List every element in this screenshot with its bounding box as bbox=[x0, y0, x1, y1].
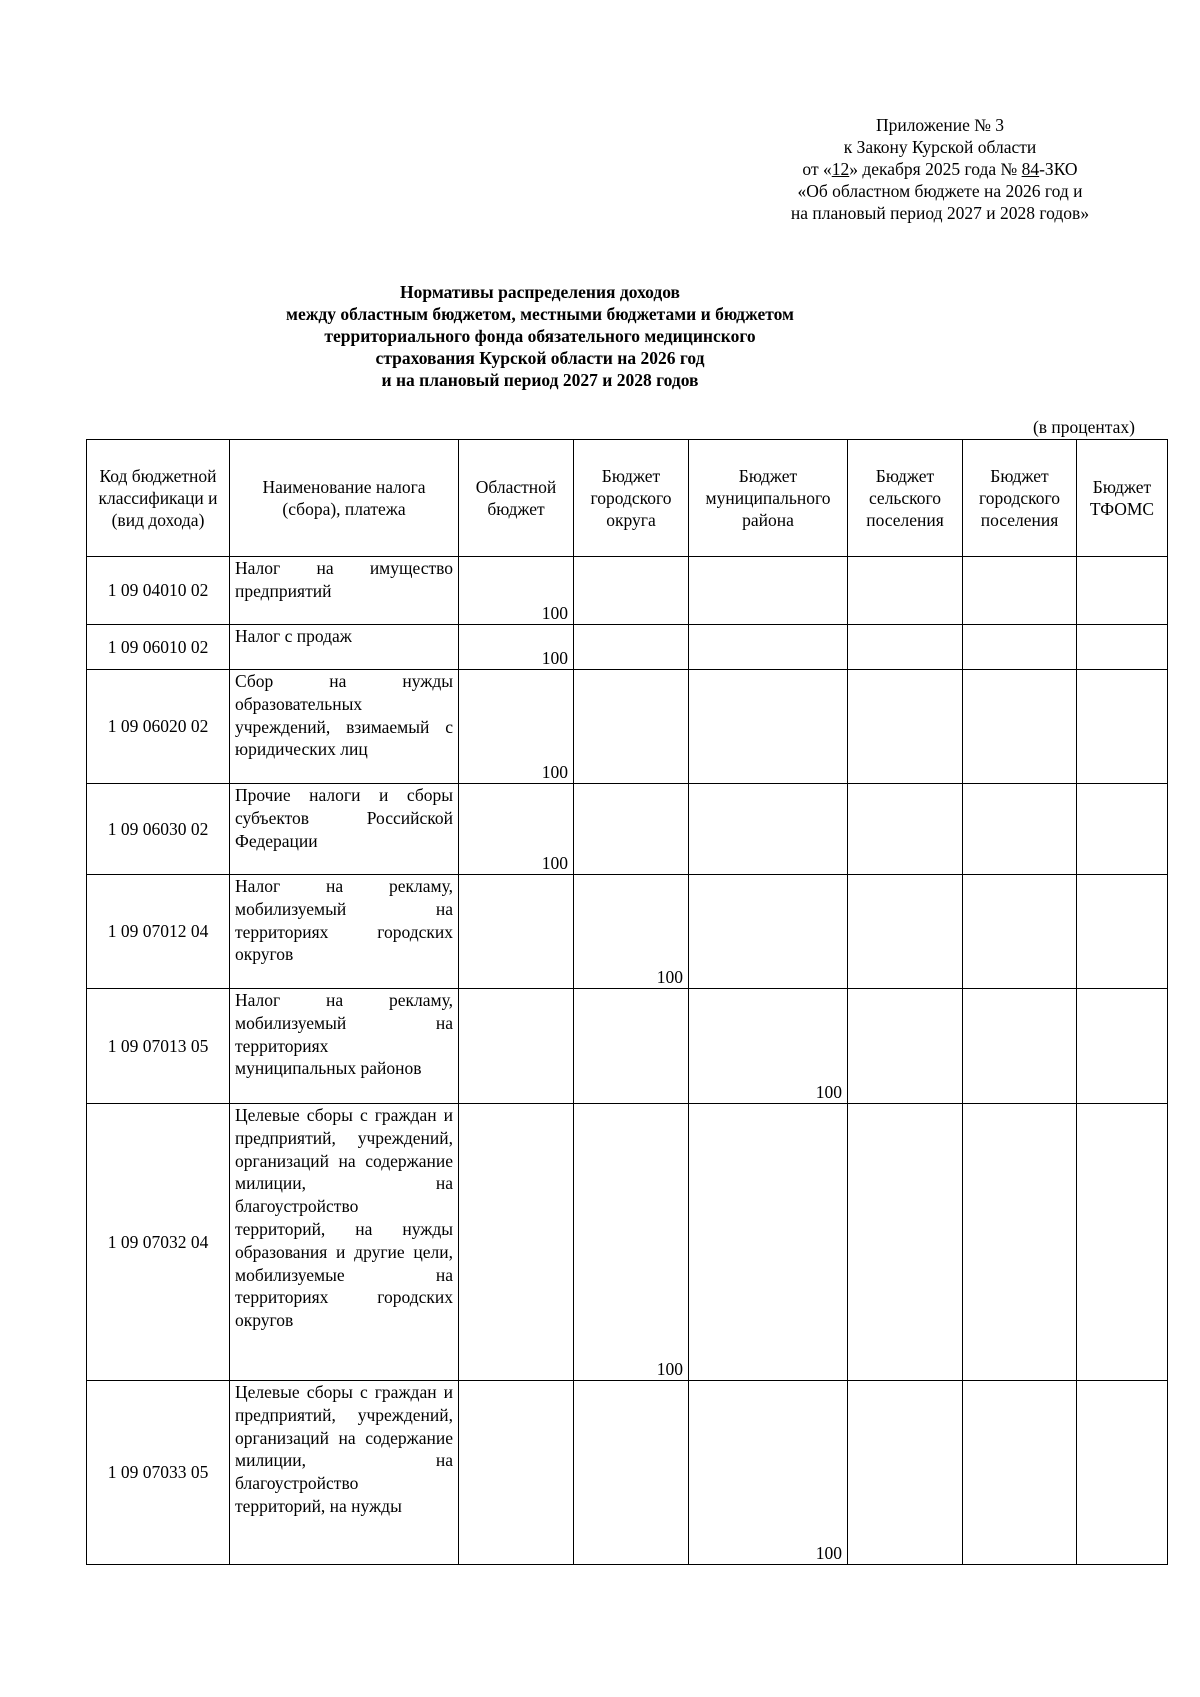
law-title-line-2: на плановый период 2027 и 2028 годов» bbox=[790, 203, 1090, 223]
title-line-2: между областным бюджетом, местными бюджетами и бюджетом bbox=[286, 304, 794, 324]
cell-municipal-district bbox=[689, 784, 848, 875]
cell-code: 1 09 06030 02 bbox=[87, 784, 230, 875]
law-title-line-1: «Об областном бюджете на 2026 год и bbox=[797, 181, 1083, 201]
appendix-header bbox=[740, 114, 1140, 224]
table-row bbox=[87, 670, 1168, 784]
cell-city-district bbox=[574, 557, 689, 625]
cell-code: 1 09 07032 04 bbox=[87, 1104, 230, 1381]
cell-city-district bbox=[574, 989, 689, 1104]
cell-tfoms bbox=[1077, 557, 1168, 625]
table-row bbox=[87, 784, 1168, 875]
cell-urban-settlement bbox=[963, 670, 1077, 784]
cell-name: Налог на имущество предприятий bbox=[230, 557, 459, 625]
law-number: 84 bbox=[1021, 159, 1040, 179]
cell-city-district: 100 bbox=[574, 875, 689, 989]
cell-regional bbox=[459, 875, 574, 989]
col-header-municipal-district: Бюджет муниципального района bbox=[689, 440, 848, 557]
cell-city-district bbox=[574, 1381, 689, 1565]
cell-municipal-district: 100 bbox=[689, 1381, 848, 1565]
cell-tfoms bbox=[1077, 1381, 1168, 1565]
cell-urban-settlement bbox=[963, 1104, 1077, 1381]
cell-regional: 100 bbox=[459, 670, 574, 784]
cell-code: 1 09 06010 02 bbox=[87, 625, 230, 670]
cell-code: 1 09 04010 02 bbox=[87, 557, 230, 625]
cell-city-district bbox=[574, 784, 689, 875]
cell-urban-settlement bbox=[963, 875, 1077, 989]
col-header-code: Код бюджетной классификаци и (вид дохода) bbox=[87, 440, 230, 557]
table-row bbox=[87, 1104, 1168, 1381]
cell-tfoms bbox=[1077, 784, 1168, 875]
cell-municipal-district: 100 bbox=[689, 989, 848, 1104]
cell-tfoms bbox=[1077, 670, 1168, 784]
col-header-tfoms: Бюджет ТФОМС bbox=[1077, 440, 1168, 557]
title-line-4: страхования Курской области на 2026 год bbox=[375, 348, 705, 368]
cell-regional bbox=[459, 1381, 574, 1565]
cell-regional: 100 bbox=[459, 625, 574, 670]
cell-tfoms bbox=[1077, 875, 1168, 989]
cell-urban-settlement bbox=[963, 989, 1077, 1104]
cell-rural-settlement bbox=[848, 875, 963, 989]
cell-code: 1 09 06020 02 bbox=[87, 670, 230, 784]
cell-urban-settlement bbox=[963, 784, 1077, 875]
col-header-city-district: Бюджет городского округа bbox=[574, 440, 689, 557]
table-row bbox=[87, 1381, 1168, 1565]
cell-code: 1 09 07033 05 bbox=[87, 1381, 230, 1565]
cell-rural-settlement bbox=[848, 670, 963, 784]
table-row bbox=[87, 989, 1168, 1104]
cell-regional: 100 bbox=[459, 557, 574, 625]
cell-rural-settlement bbox=[848, 625, 963, 670]
cell-rural-settlement bbox=[848, 557, 963, 625]
table-row bbox=[87, 625, 1168, 670]
appendix-number: Приложение № 3 bbox=[875, 115, 1005, 135]
col-header-urban-settlement: Бюджет городского поселения bbox=[963, 440, 1077, 557]
cell-rural-settlement bbox=[848, 1381, 963, 1565]
cell-municipal-district bbox=[689, 875, 848, 989]
cell-code: 1 09 07012 04 bbox=[87, 875, 230, 989]
cell-regional bbox=[459, 989, 574, 1104]
cell-city-district bbox=[574, 670, 689, 784]
cell-name: Прочие налоги и сборы субъектов Российской Федерации bbox=[230, 784, 459, 875]
cell-name: Целевые сборы с граждан и предприятий, учреждений, организаций на содержание милиции, на благоустройство территорий, на нужды bbox=[230, 1381, 459, 1565]
cell-municipal-district bbox=[689, 670, 848, 784]
cell-tfoms bbox=[1077, 989, 1168, 1104]
cell-name: Налог с продаж bbox=[230, 625, 459, 670]
cell-rural-settlement bbox=[848, 1104, 963, 1381]
cell-name: Налог на рекламу, мобилизуемый на территориях городских округов bbox=[230, 875, 459, 989]
cell-regional: 100 bbox=[459, 784, 574, 875]
table-header-row bbox=[87, 440, 1168, 557]
cell-urban-settlement bbox=[963, 557, 1077, 625]
title-line-5: и на плановый период 2027 и 2028 годов bbox=[381, 370, 699, 390]
cell-municipal-district bbox=[689, 557, 848, 625]
table-row bbox=[87, 875, 1168, 989]
col-header-name: Наименование налога (сбора), платежа bbox=[230, 440, 459, 557]
cell-rural-settlement bbox=[848, 784, 963, 875]
law-day: 12 bbox=[831, 159, 850, 179]
document-title bbox=[150, 281, 930, 391]
cell-regional bbox=[459, 1104, 574, 1381]
cell-name: Целевые сборы с граждан и предприятий, учреждений, организаций на содержание милиции, на благоустройство территорий, на нужды образования и другие цели, мобилизуемые на территориях городских округов bbox=[230, 1104, 459, 1381]
law-reference: к Закону Курской области bbox=[843, 137, 1037, 157]
cell-name: Налог на рекламу, мобилизуемый на территориях муниципальных районов bbox=[230, 989, 459, 1104]
income-distribution-table bbox=[86, 439, 1168, 1565]
law-date-line bbox=[740, 158, 1140, 180]
col-header-regional: Областной бюджет bbox=[459, 440, 574, 557]
cell-urban-settlement bbox=[963, 1381, 1077, 1565]
title-line-1: Нормативы распределения доходов bbox=[399, 282, 681, 302]
date-middle: » декабря 2025 года № bbox=[849, 159, 1022, 179]
table-row bbox=[87, 557, 1168, 625]
cell-municipal-district bbox=[689, 625, 848, 670]
cell-city-district: 100 bbox=[574, 1104, 689, 1381]
law-number-suffix: -ЗКО bbox=[1039, 159, 1078, 179]
cell-rural-settlement bbox=[848, 989, 963, 1104]
cell-city-district bbox=[574, 625, 689, 670]
units-note: (в процентах) bbox=[1032, 417, 1135, 437]
date-prefix: от « bbox=[802, 159, 832, 179]
cell-tfoms bbox=[1077, 625, 1168, 670]
cell-code: 1 09 07013 05 bbox=[87, 989, 230, 1104]
col-header-rural-settlement: Бюджет сельского поселения bbox=[848, 440, 963, 557]
cell-tfoms bbox=[1077, 1104, 1168, 1381]
title-line-3: территориального фонда обязательного медицинского bbox=[324, 326, 756, 346]
cell-urban-settlement bbox=[963, 625, 1077, 670]
cell-municipal-district bbox=[689, 1104, 848, 1381]
cell-name: Сбор на нужды образовательных учреждений, взимаемый с юридических лиц bbox=[230, 670, 459, 784]
